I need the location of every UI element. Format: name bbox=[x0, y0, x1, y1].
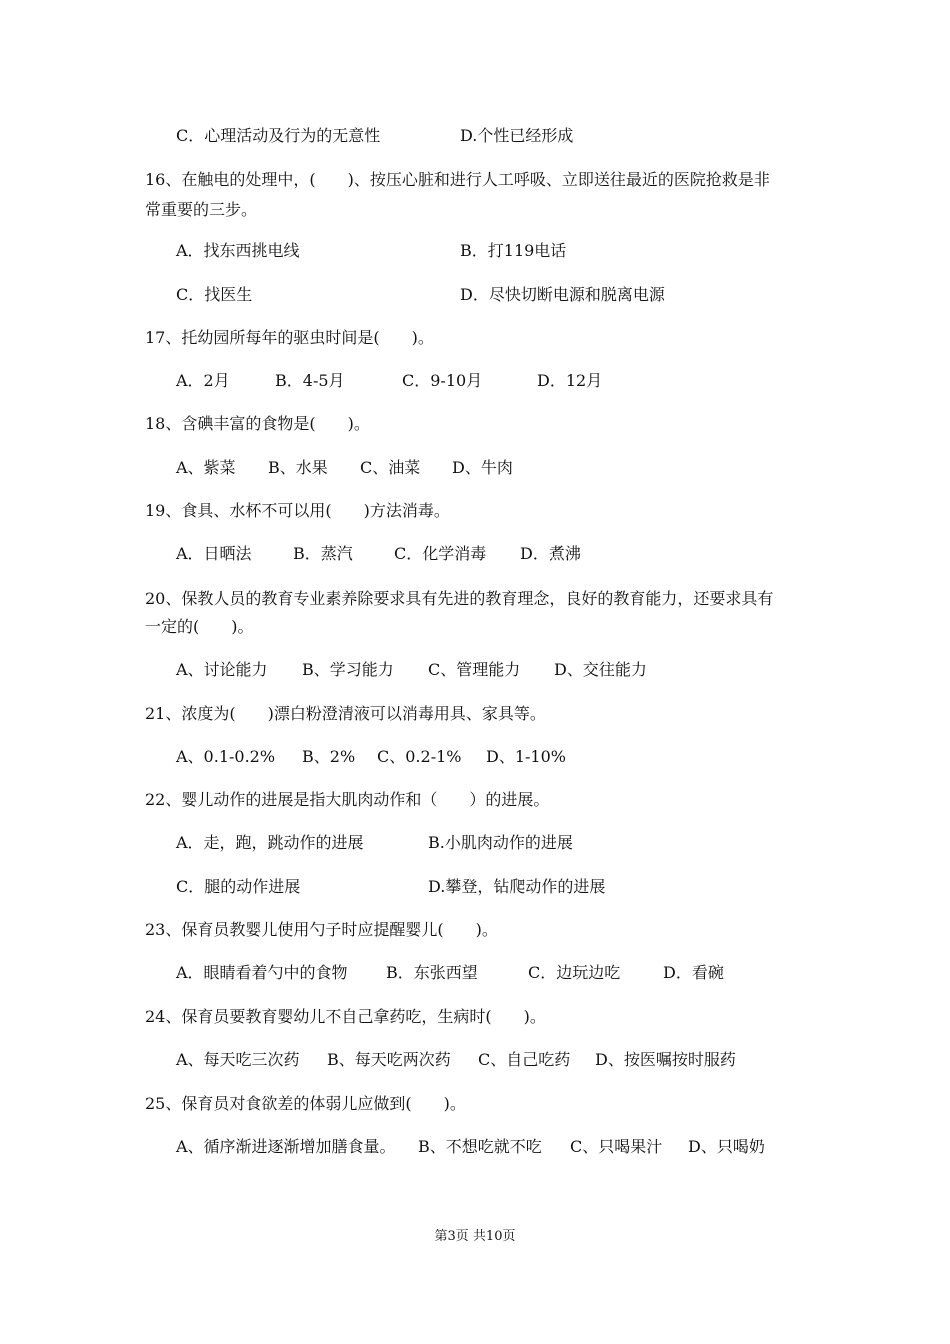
q24-option-d: D、按医嘱按时服药 bbox=[595, 1050, 736, 1069]
q17-option-d: D．12月 bbox=[537, 371, 603, 390]
q23-option-a: A．眼睛看着勺中的食物 bbox=[176, 963, 348, 982]
question-19: 19、食具、水杯不可以用( )方法消毒。 bbox=[145, 501, 450, 520]
q21-option-a: A、0.1-0.2% bbox=[176, 747, 276, 766]
q19-option-d: D．煮沸 bbox=[520, 544, 581, 563]
question-16-line1: 16、在触电的处理中，( )、按压心脏和进行人工呼吸、立即送往最近的医院抢救是非 bbox=[145, 170, 770, 189]
question-18: 18、含碘丰富的食物是( )。 bbox=[145, 414, 370, 433]
q17-option-c: C．9-10月 bbox=[402, 371, 483, 390]
question-21: 21、浓度为( )漂白粉澄清液可以消毒用具、家具等。 bbox=[145, 704, 546, 723]
q21-option-d: D、1-10% bbox=[486, 747, 566, 766]
q22-option-c: C．腿的动作进展 bbox=[176, 877, 301, 896]
question-25: 25、保育员对食欲差的体弱儿应做到( )。 bbox=[145, 1094, 466, 1113]
q22-option-b: B.小肌肉动作的进展 bbox=[428, 833, 573, 852]
q20-option-d: D、交往能力 bbox=[554, 660, 647, 679]
q20-option-b: B、学习能力 bbox=[302, 660, 394, 679]
question-17: 17、托幼园所每年的驱虫时间是( )。 bbox=[145, 328, 434, 347]
q16-option-c: C．找医生 bbox=[176, 285, 253, 304]
q21-option-b: B、2% bbox=[302, 747, 356, 766]
q16-option-b: B．打119电话 bbox=[460, 241, 567, 260]
q20-option-a: A、讨论能力 bbox=[176, 660, 268, 679]
q21-option-c: C、0.2-1% bbox=[377, 747, 462, 766]
question-24: 24、保育员要教育婴幼儿不自己拿药吃，生病时( )。 bbox=[145, 1007, 546, 1026]
q25-option-a: A、循序渐进逐渐增加膳食量。 bbox=[176, 1137, 396, 1156]
q18-option-d: D、牛肉 bbox=[452, 458, 513, 477]
q23-option-c: C．边玩边吃 bbox=[528, 963, 621, 982]
q25-option-c: C、只喝果汁 bbox=[570, 1137, 663, 1156]
page-footer: 第3页 共10页 bbox=[434, 1229, 516, 1244]
q19-option-c: C．化学消毒 bbox=[394, 544, 487, 563]
q18-option-b: B、水果 bbox=[268, 458, 328, 477]
q24-option-c: C、自己吃药 bbox=[478, 1050, 571, 1069]
q25-option-b: B、不想吃就不吃 bbox=[418, 1137, 542, 1156]
q18-option-a: A、紫菜 bbox=[176, 458, 236, 477]
q25-option-d: D、只喝奶 bbox=[688, 1137, 765, 1156]
q19-option-b: B．蒸汽 bbox=[293, 544, 353, 563]
q20-option-c: C、管理能力 bbox=[428, 660, 521, 679]
q22-option-a: A．走，跑，跳动作的进展 bbox=[176, 833, 364, 852]
q17-option-b: B．4-5月 bbox=[275, 371, 345, 390]
q15-option-d: D.个性已经形成 bbox=[460, 126, 574, 145]
q23-option-d: D．看碗 bbox=[663, 963, 724, 982]
question-20-line1: 20、保教人员的教育专业素养除要求具有先进的教育理念，良好的教育能力，还要求具有 bbox=[145, 589, 774, 608]
q24-option-b: B、每天吃两次药 bbox=[327, 1050, 451, 1069]
question-22: 22、婴儿动作的进展是指大肌肉动作和（ ）的进展。 bbox=[145, 790, 550, 809]
q17-option-a: A．2月 bbox=[176, 371, 230, 390]
q16-option-a: A．找东西挑电线 bbox=[176, 241, 300, 260]
question-23: 23、保育员教婴儿使用勺子时应提醒婴儿( )。 bbox=[145, 920, 498, 939]
q24-option-a: A、每天吃三次药 bbox=[176, 1050, 300, 1069]
question-16-line2: 常重要的三步。 bbox=[145, 200, 258, 219]
q19-option-a: A．日晒法 bbox=[176, 544, 252, 563]
question-20-line2: 一定的( )。 bbox=[145, 617, 254, 636]
q22-option-d: D.攀登，钻爬动作的进展 bbox=[428, 877, 606, 896]
q23-option-b: B．东张西望 bbox=[386, 963, 478, 982]
q15-option-c: C．心理活动及行为的无意性 bbox=[176, 126, 381, 145]
q18-option-c: C、油菜 bbox=[360, 458, 421, 477]
q16-option-d: D．尽快切断电源和脱离电源 bbox=[460, 285, 665, 304]
